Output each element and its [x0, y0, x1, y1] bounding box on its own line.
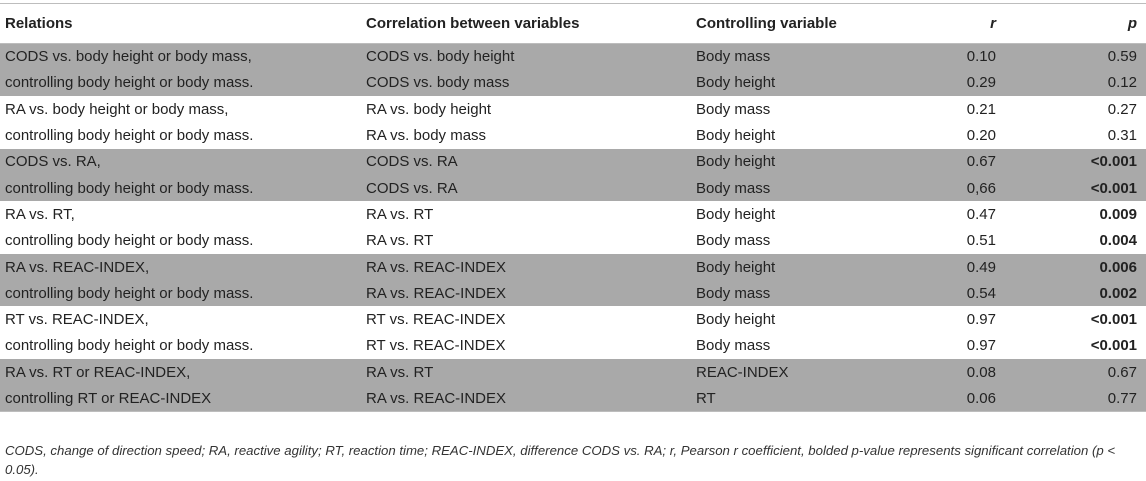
cell-controlling-variable: Body height: [696, 311, 776, 329]
cell-controlling-variable: Body height: [696, 205, 776, 223]
cell-p-value: 0.67: [1012, 359, 1146, 385]
cell-p-value: 0.59: [1012, 44, 1146, 70]
cell-correlation: CODS vs. RA: [360, 149, 692, 175]
cell-p-value: <0.001: [1090, 337, 1137, 355]
cell-controlling-variable: Body mass: [696, 232, 771, 250]
table-row: [0, 385, 1146, 411]
table-row: [0, 306, 1146, 332]
cell-relation: RA vs. REAC-INDEX,: [0, 254, 360, 280]
cell-r-value: 0.10: [894, 44, 1012, 70]
cell-relation: RA vs. RT,: [5, 205, 75, 223]
cell-p-value: 0.31: [1107, 127, 1137, 145]
cell-p-value: 0.004: [1099, 232, 1137, 250]
cell-r-value: 0.67: [894, 149, 1012, 175]
cell-controlling-variable: Body mass: [692, 44, 894, 70]
table-row: [0, 201, 1146, 227]
cell-r-value: 0,66: [894, 175, 1012, 201]
header-correlation: Correlation between variables: [360, 4, 692, 44]
table-row: [0, 175, 1146, 201]
cell-relation: controlling RT or REAC-INDEX: [0, 385, 360, 411]
cell-relation: CODS vs. RA,: [0, 149, 360, 175]
cell-correlation: CODS vs. body mass: [360, 70, 692, 96]
header-relations: Relations: [0, 4, 360, 44]
cell-correlation: CODS vs. body height: [360, 44, 692, 70]
cell-controlling-variable: Body mass: [692, 280, 894, 306]
table-row: [0, 122, 1146, 148]
cell-r-value: 0.51: [966, 232, 996, 250]
table-row: [0, 254, 1146, 280]
cell-r-value: 0.54: [894, 280, 1012, 306]
cell-r-value: 0.97: [966, 337, 996, 355]
cell-controlling-variable: Body height: [692, 70, 894, 96]
cell-r-value: 0.20: [966, 127, 996, 145]
cell-relation: controlling body height or body mass.: [0, 70, 360, 96]
table-row: [0, 359, 1146, 385]
header-row: [0, 4, 1146, 44]
table-row: [0, 149, 1146, 175]
correlation-table: [0, 3, 1146, 412]
cell-correlation: RA vs. REAC-INDEX: [360, 280, 692, 306]
cell-correlation: RA vs. RT: [366, 205, 434, 223]
cell-p-value: 0.006: [1012, 254, 1146, 280]
cell-r-value: 0.29: [894, 70, 1012, 96]
cell-p-value: <0.001: [1012, 175, 1146, 201]
cell-correlation: RA vs. RT: [360, 359, 692, 385]
cell-correlation: RA vs. body height: [366, 100, 492, 118]
cell-controlling-variable: Body mass: [692, 175, 894, 201]
cell-controlling-variable: Body height: [692, 254, 894, 280]
cell-relation: RA vs. RT or REAC-INDEX,: [0, 359, 360, 385]
cell-p-value: 0.002: [1012, 280, 1146, 306]
table-row: [0, 70, 1146, 96]
cell-relation: controlling body height or body mass.: [0, 175, 360, 201]
cell-correlation: RA vs. RT: [366, 232, 434, 250]
cell-correlation: RA vs. body mass: [366, 127, 487, 145]
cell-controlling-variable: Body height: [692, 149, 894, 175]
cell-relation: controlling body height or body mass.: [5, 232, 254, 250]
header-controlling-variable: Controlling variable: [692, 4, 894, 44]
cell-relation: controlling body height or body mass.: [5, 127, 254, 145]
cell-p-value: 0.77: [1012, 385, 1146, 411]
cell-r-value: 0.97: [966, 311, 996, 329]
cell-r-value: 0.06: [894, 385, 1012, 411]
header-r: r: [894, 4, 1012, 44]
cell-r-value: 0.47: [966, 205, 996, 223]
table-row: [0, 228, 1146, 254]
cell-relation: RA vs. body height or body mass,: [5, 100, 229, 118]
cell-controlling-variable: Body mass: [696, 100, 771, 118]
cell-p-value: 0.009: [1099, 205, 1137, 223]
cell-relation: controlling body height or body mass.: [0, 280, 360, 306]
table-row: [0, 44, 1146, 70]
cell-correlation: RT vs. REAC-INDEX: [366, 337, 506, 355]
cell-correlation: CODS vs. RA: [360, 175, 692, 201]
cell-controlling-variable: RT: [692, 385, 894, 411]
cell-p-value: 0.27: [1107, 100, 1137, 118]
table-header: [0, 4, 1146, 44]
table-row: [0, 333, 1146, 359]
table-footnote: CODS, change of direction speed; RA, reactive agility; RT, reaction time; REAC-INDEX, difference CODS vs. RA; r, Pearson r coefficient, bolded p-value represents significant correlation (p < 0.05).: [5, 443, 1116, 477]
cell-r-value: 0.21: [966, 100, 996, 118]
cell-p-value: <0.001: [1090, 311, 1137, 329]
table-row: [0, 96, 1146, 122]
table-body: [0, 44, 1146, 412]
cell-correlation: RA vs. REAC-INDEX: [360, 385, 692, 411]
cell-correlation: RA vs. REAC-INDEX: [360, 254, 692, 280]
header-p: p: [1012, 4, 1146, 44]
cell-relation: CODS vs. body height or body mass,: [0, 44, 360, 70]
cell-controlling-variable: Body height: [696, 127, 776, 145]
cell-p-value: 0.12: [1012, 70, 1146, 96]
cell-relation: controlling body height or body mass.: [5, 337, 254, 355]
cell-controlling-variable: Body mass: [696, 337, 771, 355]
table-row: [0, 280, 1146, 306]
cell-r-value: 0.08: [894, 359, 1012, 385]
cell-relation: RT vs. REAC-INDEX,: [5, 311, 149, 329]
cell-r-value: 0.49: [894, 254, 1012, 280]
cell-controlling-variable: REAC-INDEX: [692, 359, 894, 385]
cell-correlation: RT vs. REAC-INDEX: [366, 311, 506, 329]
cell-p-value: <0.001: [1012, 149, 1146, 175]
